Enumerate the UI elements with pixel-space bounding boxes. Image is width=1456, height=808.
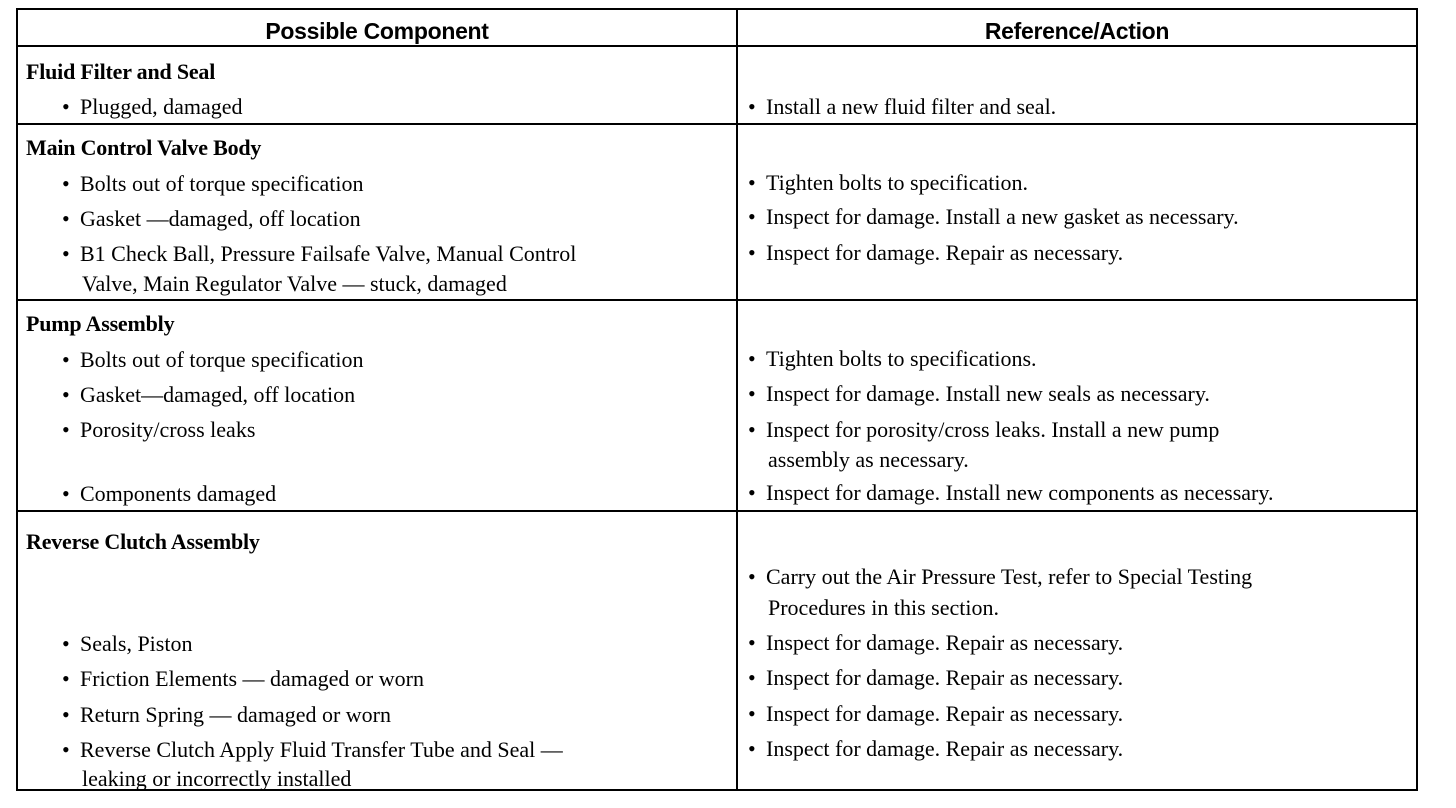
bullet: • xyxy=(748,170,756,195)
bullet: • xyxy=(62,631,70,656)
bullet: • xyxy=(748,94,756,119)
component-item-continued: Valve, Main Regulator Valve — stuck, damaged xyxy=(82,271,507,296)
bullet: • xyxy=(62,481,70,506)
action-item-continued: Procedures in this section. xyxy=(768,595,999,620)
component-item: • Friction Elements — damaged or worn xyxy=(62,666,424,691)
bullet: • xyxy=(62,417,70,442)
bullet: • xyxy=(748,630,756,655)
header-possible-component: Possible Component xyxy=(265,18,489,44)
column-divider xyxy=(736,47,738,123)
bullet: • xyxy=(748,240,756,265)
table-header-row xyxy=(16,8,1418,47)
bullet: • xyxy=(748,381,756,406)
bullet: • xyxy=(62,241,70,266)
action-item: • Tighten bolts to specifications. xyxy=(748,346,1037,371)
component-item: • B1 Check Ball, Pressure Failsafe Valve, Manual Control xyxy=(62,241,577,266)
bullet: • xyxy=(62,347,70,372)
bullet: • xyxy=(62,206,70,231)
bullet: • xyxy=(748,564,756,589)
bullet: • xyxy=(748,736,756,761)
component-item: • Seals, Piston xyxy=(62,631,193,656)
section-title: Pump Assembly xyxy=(26,311,175,336)
header-reference-action: Reference/Action xyxy=(984,18,1170,44)
component-item: • Return Spring — damaged or worn xyxy=(62,702,391,727)
bullet: • xyxy=(62,94,70,119)
component-item-continued: leaking or incorrectly installed xyxy=(82,766,352,791)
bullet: • xyxy=(62,737,70,762)
component-item: • Plugged, damaged xyxy=(62,94,243,119)
column-divider xyxy=(736,512,738,789)
action-item: • Inspect for damage. Repair as necessary. xyxy=(748,630,1124,655)
action-item: • Inspect for damage. Repair as necessary. xyxy=(748,701,1124,726)
bullet: • xyxy=(62,382,70,407)
action-item: • Inspect for damage. Repair as necessary. xyxy=(748,240,1124,265)
action-item: • Install a new fluid filter and seal. xyxy=(748,94,1057,119)
section-fluid-filter-and-seal xyxy=(16,47,1418,125)
action-item-continued: assembly as necessary. xyxy=(768,447,969,472)
action-item: • Inspect for damage. Repair as necessary. xyxy=(748,736,1124,761)
bullet: • xyxy=(748,701,756,726)
bullet: • xyxy=(62,666,70,691)
component-item: • Bolts out of torque specification xyxy=(62,171,364,196)
action-item: • Inspect for damage. Repair as necessary. xyxy=(748,665,1124,690)
action-item: • Tighten bolts to specification. xyxy=(748,170,1028,195)
bullet: • xyxy=(62,702,70,727)
action-item: • Inspect for damage. Install a new gasket as necessary. xyxy=(748,204,1239,229)
component-item: • Reverse Clutch Apply Fluid Transfer Tube and Seal — xyxy=(62,737,563,762)
bullet: • xyxy=(748,346,756,371)
action-item: • Inspect for porosity/cross leaks. Install a new pump xyxy=(748,417,1220,442)
diagnosis-table xyxy=(16,8,1418,791)
component-item: • Gasket —damaged, off location xyxy=(62,206,361,231)
section-title: Reverse Clutch Assembly xyxy=(26,529,260,554)
component-item: • Bolts out of torque specification xyxy=(62,347,364,372)
bullet: • xyxy=(748,204,756,229)
component-item: • Porosity/cross leaks xyxy=(62,417,256,442)
component-item: • Gasket—damaged, off location xyxy=(62,382,356,407)
component-item: • Components damaged xyxy=(62,481,277,506)
bullet: • xyxy=(748,480,756,505)
section-title: Main Control Valve Body xyxy=(26,135,262,160)
bullet: • xyxy=(748,665,756,690)
section-main-control-valve-body xyxy=(16,125,1418,301)
section-title: Fluid Filter and Seal xyxy=(26,59,216,84)
action-item: • Inspect for damage. Install new components as necessary. xyxy=(748,480,1274,505)
column-divider xyxy=(736,125,738,299)
section-reverse-clutch-assembly xyxy=(16,512,1418,791)
column-divider xyxy=(736,301,738,510)
bullet: • xyxy=(748,417,756,442)
bullet: • xyxy=(62,171,70,196)
action-item: • Inspect for damage. Install new seals as necessary. xyxy=(748,381,1210,406)
section-pump-assembly xyxy=(16,301,1418,512)
action-item: • Carry out the Air Pressure Test, refer to Special Testing xyxy=(748,564,1253,589)
